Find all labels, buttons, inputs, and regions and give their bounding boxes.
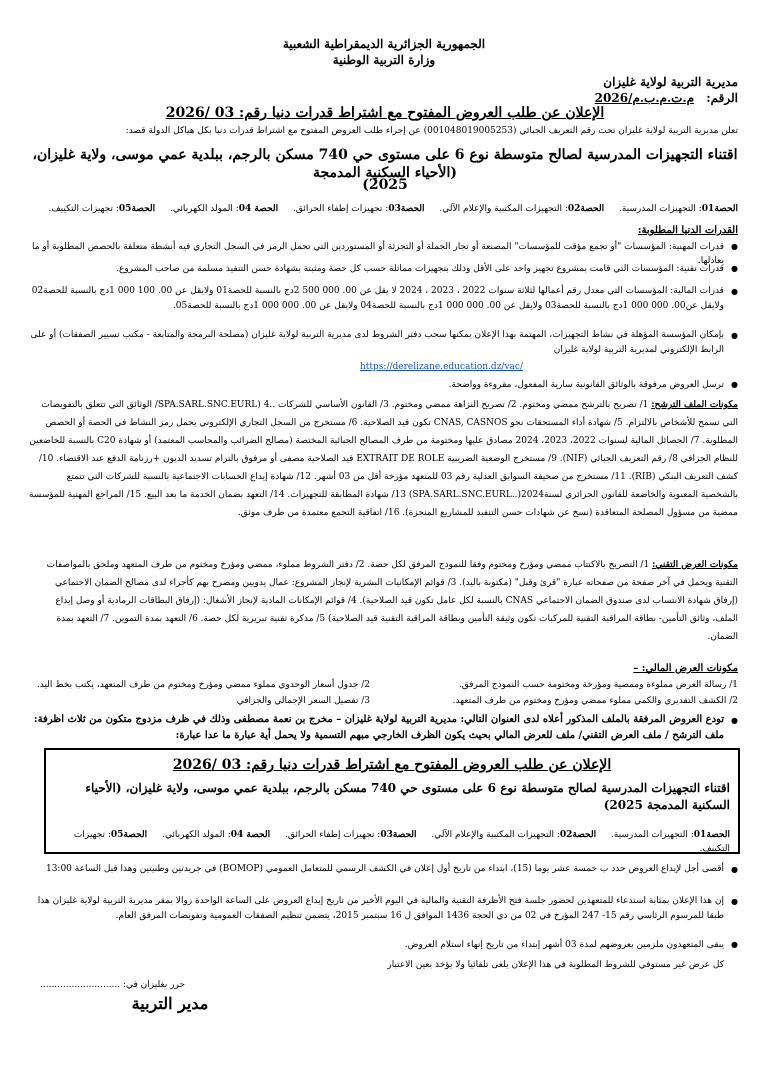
lot-name: الحصة05 xyxy=(118,204,156,214)
reference-label: الرقم: xyxy=(706,91,738,105)
subject-line-2: 2025) xyxy=(362,177,408,193)
lot-name: الحصة 04 xyxy=(230,830,271,840)
tech-offer-section xyxy=(28,556,738,646)
capacity-technical: ● قدرات تقنية: المؤسسات التي قامت بمشروع تجهيز واحد على الأقل وذلك بتجهيزات مماثلة حسب كل حصة ومثبتة بشهادة حسن التنفيذ مسلمة من صاحب المشروع. xyxy=(28,262,724,276)
capacities-title: القدرات الدنيا المطلوبة: xyxy=(637,225,738,236)
lots-list xyxy=(28,202,738,216)
admin-file-label: مكونات الملف الترشح: xyxy=(651,400,738,410)
directorate-name: مديرية التربية لولاية غليزان xyxy=(603,75,738,89)
box-lots-list xyxy=(54,828,730,856)
admin-file-text: 1/ تصريح بالترشح ممضي ومختوم. 2/ تصريح النزاهة ممضي ومختوم. 3/ القانون الأساسي للشركات ..SPA.SARL.SNC.EURL) 4/ الوثائق التي تتعلق بالتفويضات التي تسمح للأشخاص بالالتزام. 5/ شهادة أداء المستحقات نحو CNAS, CASNOS تكون قيد الصلاحية. 6/ مستخرج من السجل التجاري الإلكتروني يحمل رمز النشاط في الحصة أو الحصص المطلوبة. 7/ الحصائل المالية لسنوات 2022، 2023، 2024 مصادق عليها ومختومة من طرف المصالح الجبائية المختصة (مصالح الضرائب والمحاسب المعتمد) أو شهادة C20 بالنسبة للخاضعين للنظام الجزافي 8/ رقم التعريف الجبائي (NIF). 9/ مستخرج الوضعية الضريبية EXTRAIT DE ROLE قيد الصلاحية مصفى أو مرفوق بالتزام تسديد الديون +رزنامة الدفع عند الاقتضاء. 10/ كشف التعريف البنكي (RIB). 11/ مستخرج من صحيفة السوابق العدلية رقم 03 للمتعهد مؤرخة أقل من 03 أشهر. 12/ شهادة إيداع الحسابات الاجتماعية بالنسبة للشركات التي تتمتع بالشخصية المعنوية والخاضعة للقانون الجزائري لسنة2024(..SPA.SARL.SNC.EURL) 13/ شهادة المطابقة للتجهيزات. 14/ التعهد بضمان الخدمة ما بعد البيع. 15/ المراجع المهنية للمؤسسة ممضية من مسؤول المصلحة المتعاقدة (نسخ عن شهادات حسن التنفيذ للمشاريع المنجزة). 16/ اتفاقية التجمع معتمدة من طرف موثق. xyxy=(28,400,738,518)
republic-heading: الجمهورية الجزائرية الديمقراطية الشعبية xyxy=(282,37,486,51)
announcement-title: الإعلان عن طلب العروض المفتوح مع اشتراط قدرات دنيا رقم: 03 /2026 xyxy=(165,105,605,121)
lot-desc: : التجهيزات المكتبية والإعلام الآلي. xyxy=(439,204,568,214)
ministry-heading: وزارة التربية الوطنية xyxy=(332,53,436,67)
opening-session-note: ● إن هذا الإعلان بمثابة استدعاء للمتعهدين لحضور جلسة فتح الأظرفة التقنية والمالية في اليوم الأخير من تاريخ إيداع العروض على الساعة الواحدة زوالا بمقر مديرية التربية لولاية غليزان هذا طبقا للمرسوم الرئاسي رقم 15- 247 المؤرخ في 02 من ذي الحجة 1436 الموافق ل 16 سبتمبر 2015، يتضمن تنظيم الصفقات العمومية وتفويضات المرفق العام. xyxy=(28,894,724,924)
lot-desc: : تجهيزات إطفاء الحرائق. xyxy=(293,204,389,214)
lot-name: الحصة02 xyxy=(567,204,605,214)
admin-file-section xyxy=(28,396,738,522)
fin-offer-label: مكونات العرض المالي: – xyxy=(633,663,738,674)
box-lot-2 xyxy=(425,830,596,840)
withdraw-specs-text: ● بإمكان المؤسسة المؤهلة في نشاط التجهيزات، المهتمة بهذا الإعلان يمكنها سحب دفتر الشروط لدى مديرية التربية لولاية غليزان (مصلحة البرمجة والمتابعة - مكتب تسيير الصفقات) أو على الرابط الإلكتروني لمديرية التربية لولاية غليزان xyxy=(28,328,724,358)
lot-name: الحصة01 xyxy=(693,830,730,840)
lot-desc: : التجهيزات المدرسية. xyxy=(618,204,702,214)
lot-desc: : تجهيزات التكييف. xyxy=(73,830,730,854)
box-title: الإعلان عن طلب العروض المفتوح مع اشتراط قدرات دنيا رقم: 03 /2026 xyxy=(172,757,612,773)
fin-item-1: 1/ رسالة العرض مملوءة وممضية ومؤرخة ومختومة حسب النموذج المرفق. xyxy=(458,680,738,690)
lot-name: الحصة03 xyxy=(380,830,417,840)
lot-1 xyxy=(613,204,738,214)
lot-5 xyxy=(42,204,155,214)
lot-desc: : تجهيزات إطفاء الحرائق. xyxy=(285,830,381,840)
lot-desc: : التجهيزات المدرسية. xyxy=(610,830,694,840)
deposit-instructions: ● تودع العروض المرفقة بالملف المذكور أعلاه لدى العنوان التالي: مديرية التربية لولاية غليزان – مخرج بن نعمة مصطفى وذلك في ظرف مزدوج متكون من ثلاث اظرفة: ملف الترشح / ملف العرض التقني/ ملف للعرض المالي بحيث يكون الظرف الخارجي مبهم التسمية ولا يحمل أية عبارة ما عدا عبارة: xyxy=(28,712,724,744)
box-lot-1 xyxy=(605,830,730,840)
signatory-title: مدير التربية xyxy=(131,994,209,1013)
lot-desc: : المولد الكهربائي. xyxy=(170,204,239,214)
lot-2 xyxy=(433,204,604,214)
box-lot-4 xyxy=(156,830,270,840)
lot-desc: : المولد الكهربائي. xyxy=(162,830,231,840)
intro-text: تعلن مديرية التربية لولاية غليزان تحت رقم التعريف الجبائي (001048019005253) عن إجراء طلب العروض المفتوح مع اشتراط قدرات دنيا بكل هياكل الدولة قصد: xyxy=(125,126,738,136)
envelope-label-box xyxy=(44,748,740,854)
lot-4 xyxy=(164,204,278,214)
deadline-note: ● أقصى أجل لإيداع العروض حدد ب خمسة عشر يوما (15)، ابتداء من تاريخ أول إعلان في الكشف الرسمي للمتعامل العمومي (BOMOP) في جريدتين وطنيتين وهذا قبل الساعة 13:00 xyxy=(28,862,724,877)
box-lot-3 xyxy=(279,830,417,840)
capacity-financial: ● قدرات المالية: المؤسسات التي معدل رقم أعمالها لثلاثة سنوات 2022 ، 2023 ، 2024 لا يقل عن 00. 000 500 2دج بالنسبة للحصة01 ولايقل عن 00. 100 000 1دج بالنسبة للحصة02 ولايقل عن00. 000 000 1دج بالنسبة للحصة03 ولايقل عن 00. 000 000 1دج بالنسبة للحصة04 ولايقل عن 00. 000 000 1دج بالنسبة للحصة05. xyxy=(28,284,724,314)
specs-link-url[interactable]: https://derelizane.education.dz/vac/ xyxy=(360,362,523,372)
lot-name: الحصة01 xyxy=(701,204,738,214)
lot-desc: : تجهيزات التكييف. xyxy=(48,204,119,214)
lot-3 xyxy=(287,204,425,214)
lot-desc: : التجهيزات المكتبية والإعلام الآلي. xyxy=(431,830,560,840)
fin-item-4: 3/ تفصيل السعر الإجمالي والجزافي xyxy=(236,696,370,706)
fin-item-3: 2/ الكشف التقديري والكمي مملوء ممضي ومؤرخ ومختوم من طرف المتعهد. xyxy=(452,696,738,706)
lot-name: الحصة02 xyxy=(559,830,597,840)
capacity-professional: ● قدرات المهنية: المؤسسات "أو تجمع مؤقت للمؤسسات" المصنعة أو تجار الجملة أو التجزئة أو المستوردين التي تحمل الرمز في السجل التجاري فيه أنشطة متعلقة بالحصص المطلوبة أو ما يعادلها. xyxy=(28,240,724,268)
validity-note: ● يبقى المتعهدون ملزمين بعروضهم لمدة 03 أشهر إبتداء من تاريخ إنهاء استلام العروض. xyxy=(28,938,724,952)
reference-value: م.ت.م.ب.م/2026 xyxy=(594,91,695,105)
capacity-documents-note: ● ترسل العروض مرفوقة بالوثائق القانونية سارية المفعول، مقروءة وواضحة. xyxy=(28,378,724,392)
lot-name: الحصة03 xyxy=(388,204,425,214)
lot-name: الحصة 04 xyxy=(238,204,279,214)
box-subject: اقتناء التجهيزات المدرسية لصالح متوسطة نوع 6 على مستوى حي 740 مسكن بالرجم، ببلدية عمي موسى، ولاية غليزان، (الأحياء السكنية المدمجة 2025) xyxy=(85,781,730,812)
fin-item-2: 2/ جدول أسعار الوحدوي مملوء ممضي ومؤرخ ومختوم من طرف المتعهد، يكتب بخط اليد. xyxy=(36,680,370,690)
signature-place: حرر بغليزان في: ............................ xyxy=(40,980,186,990)
tech-offer-text: 1/ التصريح بالاكتتاب ممضي ومؤرخ ومختوم وفقا للنموذج المرفق لكل حصة. 2/ دفتر الشروط مملوء، ممضي ومؤرخ ومختوم من طرف المتعهد وملحق بالمواصفات التقنية ويحمل في آخر صفحة من صفحاته عبارة "قرئ وقبل" (مكتوبة باليد). 3/ قوائم الإمكانيات البشرية لإنجاز المشروع: عمال يدويين ومصرح بهم كأجراء لدى مصالح الضمان الاجتماعي (إرفاق شهادة الانتساب لدى صندوق الضمان الاجتماعي CNAS بالنسبة لكل عامل تكون قيد الصلاحية). 4/ قوائم الإمكانات المادية لإنجاز الأشغال: (إرفاق البطاقات الرمادية أو وصل إيداع الملف، وثائق التأمين- بطاقة المراقبة التقنية للمركبات تكون وثيقة التأمين وبطاقة المراقبة التقنية قيد الصلاحية) 5/ مذكرة تقنية تبريرية لكل حصة. 6/ التعهد بمدة التموين. 7/ التعهد بمدة الضمان. xyxy=(46,560,738,642)
lot-name: الحصة05 xyxy=(110,830,148,840)
rejection-note: كل عرض غير مستوفي للشروط المطلوبة في هذا الإعلان يلغى تلقائيا ولا يؤخذ بعين الاعتبار xyxy=(387,960,724,970)
specs-download-link[interactable] xyxy=(360,360,560,374)
subject-line-1: اقتناء التجهيزات المدرسية لصالح متوسطة نوع 6 على مستوى حي 740 مسكن بالرجم، ببلدية عمي موسى، ولاية غليزان، (الأحياء السكنية المدمجة xyxy=(32,147,738,181)
tech-offer-label: مكونات العرض التقني: xyxy=(652,560,738,570)
